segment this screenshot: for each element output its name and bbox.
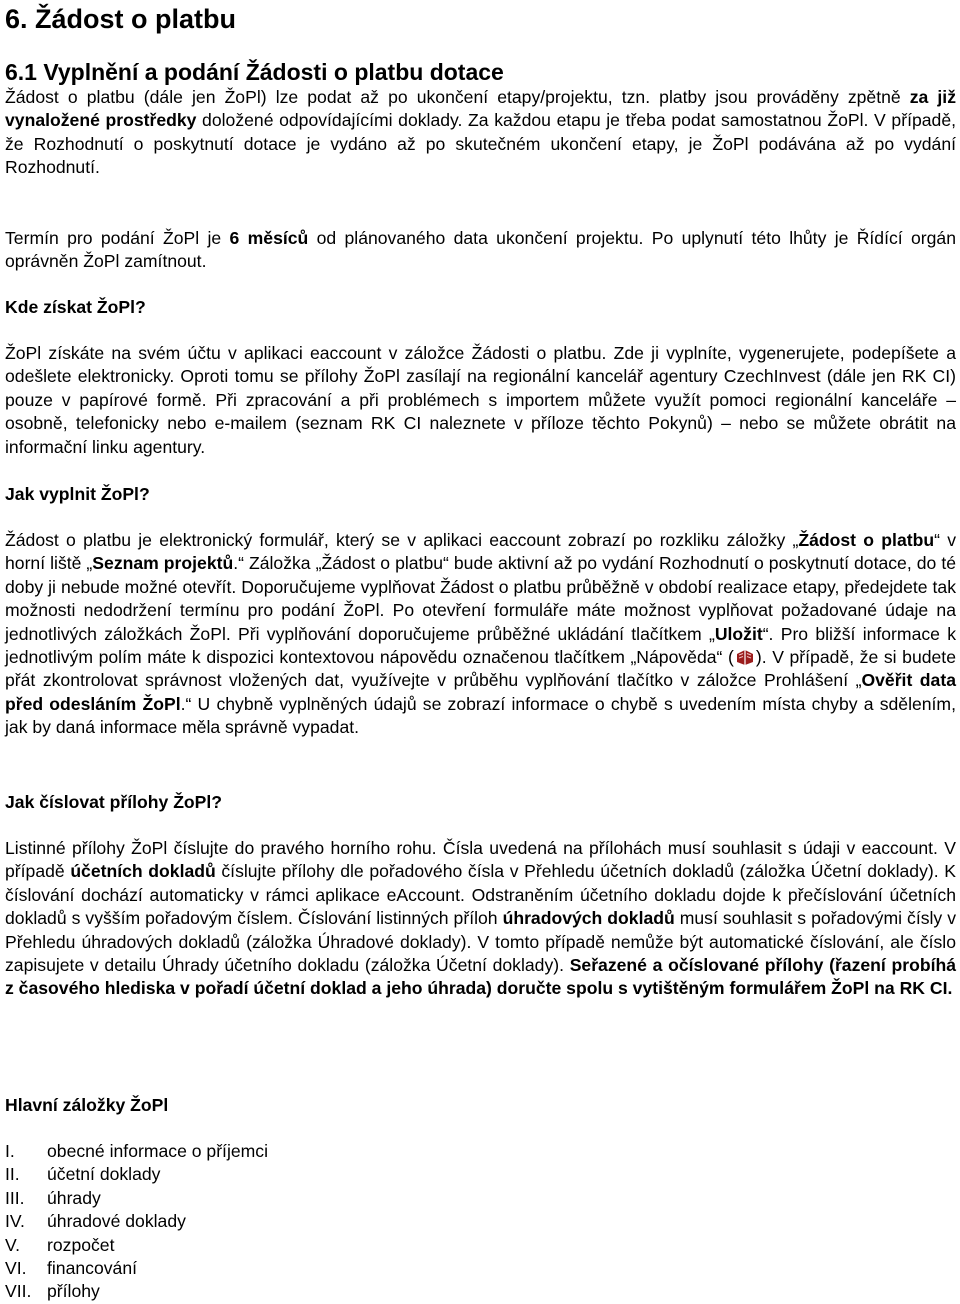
paragraph-deadline: Termín pro podání ŽoPl je 6 měsíců od plánovaného data ukončení projektu. Po uplynutí této lhůty je Řídící orgán oprávněn ŽoPl zamítnout. (5, 228, 956, 272)
help-book-icon (735, 649, 755, 666)
emphasis-uhradove-doklady: úhradových dokladů (502, 908, 675, 929)
paragraph-how-to-number: Listinné přílohy ŽoPl číslujte do pravého horního rohu. Čísla uvedená na přílohách musí souhlasit s údaji v eaccount. V případě účetních dokladů číslujte přílohy dle pořadového čísla v Přehledu účetních dokladů (záložka Účetní doklady). K číslování dochází automaticky v rámci aplikace eAccount. Odstraněním účetního dokladu dojde k přečíslování účetních dokladů s vyšším pořadovým číslem. Číslování listinných příloh úhradových dokladů musí souhlasit s pořadovými čísly v Přehledu úhradových dokladů (záložka Úhradové doklady). V tomto případě nemůže být automatické číslování, ale číslo zapisujete v detailu Úhrady účetního dokladu (záložka Účetní doklady). Seřazené a očíslované přílohy (řazení probíhá z časového hlediska v pořadí účetní doklad a jeho úhrada) doručte spolu s vytištěným formulářem ŽoPl na RK CI. (5, 838, 957, 999)
heading-how-to-number: Jak číslovat přílohy ŽoPl? (5, 792, 223, 812)
main-tabs-list (5, 1140, 268, 1304)
emphasis-seznam-projektu: Seznam projektů (92, 553, 234, 574)
heading-main-tabs: Hlavní záložky ŽoPl (5, 1095, 169, 1115)
emphasis-serazene-prilohy: Seřazené a očíslované přílohy (řazení probíhá z časového hlediska v pořadí účetní doklad a jeho úhrada) doručte spolu s vytištěným formulářem ŽoPl na RK CI. (5, 955, 957, 999)
list-item: V. rozpočet (5, 1234, 115, 1255)
emphasis-spent-funds: za již vynaložené prostředky (5, 87, 956, 131)
emphasis-six-months: 6 měsíců (229, 228, 309, 248)
emphasis-ulozit: Uložit (714, 623, 763, 644)
list-item: III. úhrady (5, 1187, 101, 1208)
chapter-title: 6. Žádost o platbu (5, 4, 237, 34)
emphasis-zadost-o-platbu: Žádost o platbu (798, 530, 935, 550)
list-item: VII. přílohy (5, 1281, 100, 1302)
list-item: I. obecné informace o příjemci (5, 1141, 269, 1161)
emphasis-overit-data: Ověřit data před odesláním ŽoPl (5, 670, 956, 714)
heading-where-to-get: Kde získat ŽoPl? (5, 297, 146, 317)
list-item: II. účetní doklady (5, 1164, 161, 1185)
paragraph-how-to-fill: Žádost o platbu je elektronický formulář, který se v aplikaci eaccount zobrazí po rozkliku záložky „Žádost o platbu“ v horní liště „Seznam projektů.“ Záložka „Žádost o platbu“ bude aktivní až po vydání Rozhodnutí o poskytnutí dotace, do té doby ji nebude možné otevřít. Doporučujeme vyplňovat Žádost o platbu průběžně v období realizace etapy, předejdete tak možnosti nedodržení termínu pro podání ŽoPl. Po otevření formuláře máte možnost vyplňovat požadované údaje na jednotlivých záložkách ŽoPl. Při vyplňování doporučujeme průběžné ukládání tlačítkem „Uložit“. Pro bližší informace k jednotlivým polím máte k dispozici kontextovou nápovědu označenou tlačítkem „Nápověda“ ( ). V případě, že si budete přát zkontrolovat správnost vložených dat, využívejte v průběhu vyplňování tlačítko v záložce Prohlášení „Ověřit data před odesláním ŽoPl.“ U chybně vyplněných údajů se zobrazí informace o chybě s uvedením místa chyby a sdělením, jak by daná informace měla správně vypadat. (5, 530, 956, 738)
paragraph-intro: Žádost o platbu (dále jen ŽoPl) lze podat až po ukončení etapy/projektu, tzn. platby jsou prováděny zpětně za již vynaložené prostředky doložené odpovídajícími doklady. Za každou etapu je třeba podat samostatnou ŽoPl. V případě, že Rozhodnutí o poskytnutí dotace je vydáno až po skutečném ukončení etapy, je ŽoPl podávána až po vydání Rozhodnutí. (5, 87, 956, 178)
list-item: VI. financování (5, 1257, 137, 1278)
heading-how-to-fill: Jak vyplnit ŽoPl? (5, 484, 150, 504)
list-item: IV. úhradové doklady (5, 1211, 186, 1232)
section-title: 6.1 Vyplnění a podání Žádosti o platbu dotace (5, 59, 504, 85)
paragraph-where-to-get: ŽoPl získáte na svém účtu v aplikaci eaccount v záložce Žádosti o platbu. Zde ji vyplníte, vygenerujete, podepíšete a odešlete elektronicky. Oproti tomu se přílohy ŽoPl zasílají na regionální kancelář agentury CzechInvest (dále jen RK CI) pouze v papírové formě. Při zpracování a při problémech s importem můžete využít pomoci regionální kanceláře – osobně, telefonicky nebo e-mailem (seznam RK CI naleznete v příloze těchto Pokynů) – nebo se můžete obrátit na informační linku agentury. (5, 343, 956, 457)
emphasis-ucetni-doklady: účetních dokladů (70, 861, 216, 882)
